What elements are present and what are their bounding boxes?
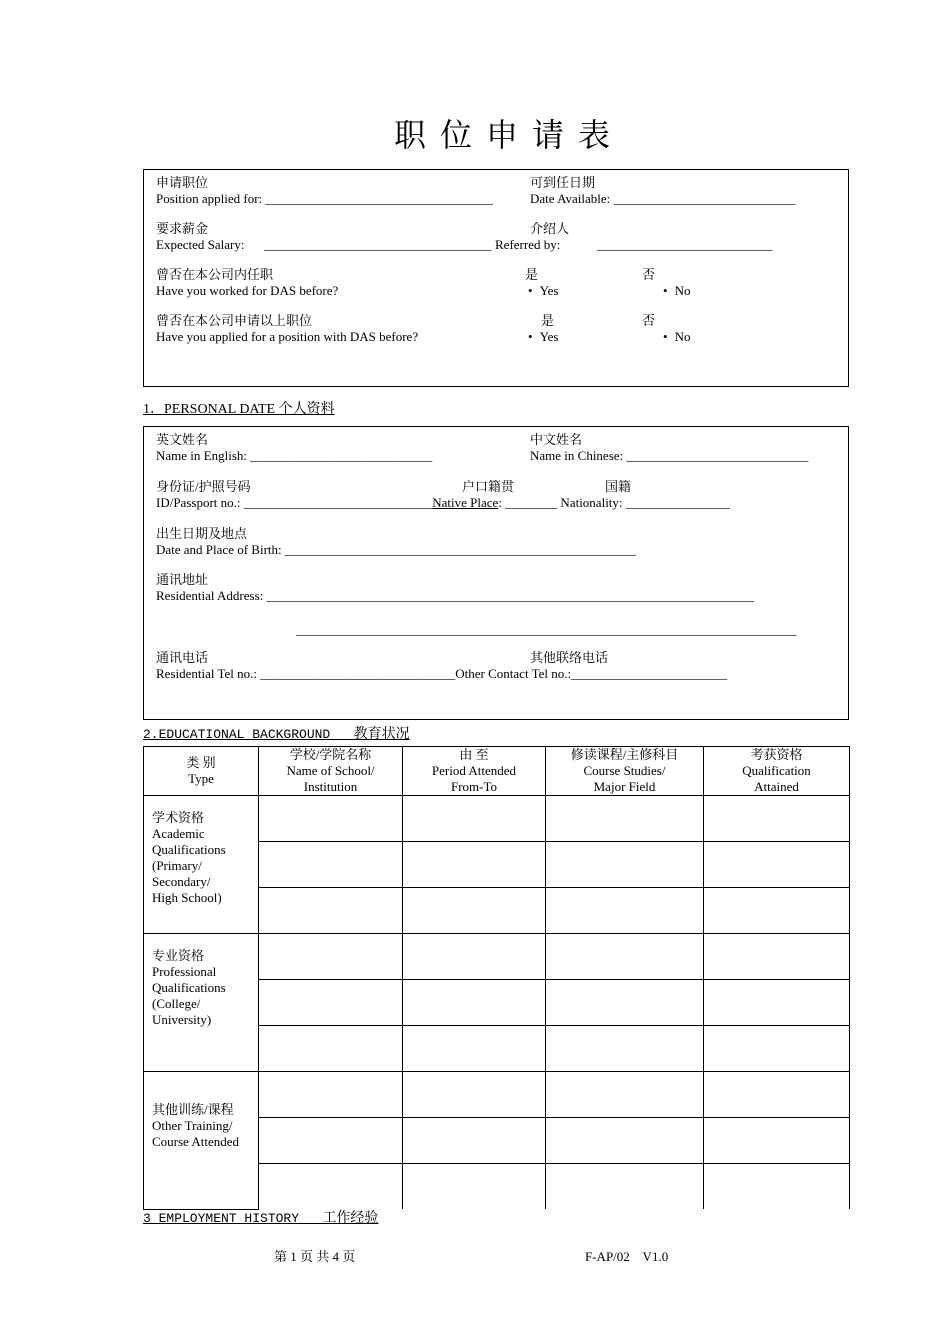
- header-school-en2: Institution: [303, 779, 358, 794]
- date-available-field[interactable]: Date Available: ____________________________: [530, 191, 796, 206]
- category-line: University): [152, 1012, 212, 1027]
- qualification-cell[interactable]: [704, 842, 850, 888]
- bullet-icon: •: [528, 283, 533, 298]
- tel-field-line: ______: [416, 666, 456, 681]
- category-line: Course Attended: [152, 1134, 240, 1149]
- name-chinese-field[interactable]: Name in Chinese: ____________________________: [530, 448, 809, 463]
- bullet-icon: •: [663, 329, 668, 344]
- period-cell[interactable]: [403, 1026, 546, 1072]
- header-type-cn: 类 别: [186, 755, 216, 770]
- name-english-field[interactable]: Name in English: ____________________________: [156, 448, 433, 463]
- qualification-cell[interactable]: [704, 980, 850, 1026]
- course-cell[interactable]: [546, 980, 704, 1026]
- school-cell[interactable]: [259, 1072, 403, 1118]
- header-period-en1: Period Attended: [431, 763, 517, 778]
- header-school-cn: 学校/学院名称: [289, 747, 372, 762]
- qualification-cell[interactable]: [704, 1072, 850, 1118]
- period-cell[interactable]: [403, 1072, 546, 1118]
- category-professional-cn: 专业资格: [152, 948, 205, 963]
- tel-field-text: Residential Tel no.: ________________________: [156, 666, 417, 681]
- referred-field[interactable]: ___________________________: [597, 237, 773, 252]
- course-cell[interactable]: [546, 934, 704, 980]
- nationality-line: _____: [697, 495, 730, 510]
- nationality-label-cn: 国籍: [605, 479, 632, 494]
- id-label-cn: 身份证/护照号码: [156, 479, 251, 494]
- period-cell[interactable]: [403, 1164, 546, 1210]
- address-line2-tail: _____: [764, 622, 797, 637]
- school-cell[interactable]: [259, 796, 403, 842]
- no-label: No: [674, 283, 691, 298]
- yes-label: Yes: [539, 283, 559, 298]
- course-cell[interactable]: [546, 842, 704, 888]
- category-line: (College/: [152, 996, 201, 1011]
- period-cell[interactable]: [403, 842, 546, 888]
- education-heading-cn: 教育状况: [353, 727, 410, 742]
- qualification-cell[interactable]: [704, 934, 850, 980]
- education-table: [143, 746, 850, 1210]
- category-line: (Primary/: [152, 858, 202, 873]
- worked-before-label: Have you worked for DAS before?: [156, 283, 339, 298]
- course-cell[interactable]: [546, 1164, 704, 1210]
- header-period: [403, 747, 546, 796]
- period-cell[interactable]: [403, 796, 546, 842]
- date-available-label-cn: 可到任日期: [530, 175, 596, 190]
- position-field[interactable]: Position applied for: ___________________________________: [156, 191, 493, 206]
- period-cell[interactable]: [403, 1118, 546, 1164]
- referred-label: Referred by:: [495, 237, 561, 252]
- period-cell[interactable]: [403, 888, 546, 934]
- form-code: F-AP/02 V1.0: [585, 1249, 669, 1264]
- name-english-label-cn: 英文姓名: [156, 432, 209, 447]
- address-line2-text: ________________________________________________________________________: [296, 622, 764, 637]
- table-row: [144, 1072, 850, 1118]
- applied-yes-label-cn: 是: [541, 313, 555, 328]
- personal-section-heading: 1．PERSONAL DATE 个人资料: [143, 402, 335, 417]
- qualification-cell[interactable]: [704, 1164, 850, 1210]
- course-cell[interactable]: [546, 1118, 704, 1164]
- period-cell[interactable]: [403, 980, 546, 1026]
- category-line: High School): [152, 890, 222, 905]
- id-field-line: __: [419, 495, 433, 510]
- birth-field-line: __________________________: [466, 542, 636, 557]
- course-cell[interactable]: [546, 888, 704, 934]
- category-line: Qualifications: [152, 980, 226, 995]
- birth-field[interactable]: [156, 542, 636, 558]
- course-cell[interactable]: [546, 1072, 704, 1118]
- employment-heading-en: 3 EMPLOYMENT HISTORY: [143, 1211, 300, 1226]
- header-period-en2: From-To: [450, 779, 498, 794]
- school-cell[interactable]: [259, 888, 403, 934]
- worked-yes-label-cn: 是: [525, 267, 539, 282]
- header-type: [144, 747, 259, 796]
- category-line: Professional: [152, 964, 217, 979]
- header-course: [546, 747, 704, 796]
- birth-label-cn: 出生日期及地点: [156, 526, 248, 541]
- applied-no-option[interactable]: [663, 329, 690, 345]
- category-other-cn: 其他训练/课程: [152, 1102, 234, 1117]
- header-qualification: [704, 747, 850, 796]
- header-course-en2: Major Field: [593, 779, 656, 794]
- worked-no-option[interactable]: [663, 283, 690, 299]
- education-heading-en: 2.EDUCATIONAL BACKGROUND: [143, 727, 331, 742]
- bullet-icon: •: [663, 283, 668, 298]
- employment-section-heading: [143, 1210, 378, 1228]
- bullet-icon: •: [528, 329, 533, 344]
- page-title: 职位申请表: [393, 117, 624, 153]
- address-field[interactable]: [156, 588, 754, 604]
- yes-label: Yes: [539, 329, 559, 344]
- address-field-text: Residential Address: ______________________________________________________________________: [156, 588, 722, 603]
- period-cell[interactable]: [403, 934, 546, 980]
- applied-yes-option[interactable]: [528, 329, 558, 345]
- header-period-cn: 由 至: [459, 747, 489, 762]
- birth-field-text: Date and Place of Birth: ____________________________: [156, 542, 467, 557]
- other-tel-field: Other Contact Tel no.:________________________: [455, 666, 728, 681]
- id-field-text: ID/Passport no.: ___________________________: [156, 495, 420, 510]
- category-academic-cn: 学术资格: [152, 810, 205, 825]
- name-chinese-label-cn: 中文姓名: [530, 432, 583, 447]
- course-cell[interactable]: [546, 1026, 704, 1072]
- school-cell[interactable]: [259, 1026, 403, 1072]
- education-section-heading: [143, 726, 410, 744]
- education-header-row: [144, 747, 850, 796]
- school-cell[interactable]: [259, 1118, 403, 1164]
- header-course-en1: Course Studies/: [583, 763, 666, 778]
- address-label-cn: 通讯地址: [156, 572, 209, 587]
- school-cell[interactable]: [259, 934, 403, 980]
- worked-yes-option[interactable]: [528, 283, 558, 299]
- position-label-cn: 申请职位: [156, 175, 209, 190]
- tel-field[interactable]: [156, 666, 727, 682]
- referred-label-cn: 介绍人: [530, 221, 570, 236]
- header-type-en: Type: [188, 771, 214, 786]
- worked-before-label-cn: 曾否在本公司内任职: [156, 267, 274, 282]
- header-qualification-cn: 考获资格: [750, 747, 803, 762]
- category-academic: [144, 796, 259, 934]
- applied-no-label-cn: 否: [642, 313, 656, 328]
- school-cell[interactable]: [259, 980, 403, 1026]
- qualification-cell[interactable]: [704, 888, 850, 934]
- native-place-label: Native Place: [432, 495, 499, 510]
- id-field[interactable]: [156, 495, 730, 511]
- salary-label-cn: 要求薪金: [156, 221, 209, 236]
- tel-label-cn: 通讯电话: [156, 650, 209, 665]
- course-cell[interactable]: [546, 796, 704, 842]
- address-field-tail: _____: [721, 588, 754, 603]
- qualification-cell[interactable]: [704, 796, 850, 842]
- category-line: Academic: [152, 826, 205, 841]
- header-course-cn: 修读课程/主修科目: [570, 747, 679, 762]
- qualification-cell[interactable]: [704, 1118, 850, 1164]
- salary-label: Expected Salary:: [156, 237, 245, 252]
- school-cell[interactable]: [259, 842, 403, 888]
- applied-before-label: Have you applied for a position with DAS before?: [156, 329, 419, 344]
- salary-field[interactable]: ___________________________________: [264, 237, 492, 252]
- other-tel-label-cn: 其他联络电话: [530, 650, 609, 665]
- page-number: 第 1 页 共 4 页: [274, 1249, 356, 1264]
- employment-heading-cn: 工作经验: [322, 1211, 379, 1226]
- native-nationality-field: : ________ Nationality: ___________: [498, 495, 698, 510]
- category-line: Secondary/: [152, 874, 211, 889]
- worked-no-label-cn: 否: [642, 267, 656, 282]
- header-school: [259, 747, 403, 796]
- applied-before-label-cn: 曾否在本公司申请以上职位: [156, 313, 313, 328]
- category-line: Other Training/: [152, 1118, 233, 1133]
- header-qualification-en1: Qualification: [742, 763, 811, 778]
- school-cell[interactable]: [259, 1164, 403, 1210]
- category-professional: [144, 934, 259, 1072]
- table-row: [144, 934, 850, 980]
- native-place-label-cn: 户口籍贯: [462, 479, 515, 494]
- no-label: No: [674, 329, 691, 344]
- category-other-training: [144, 1072, 259, 1210]
- qualification-cell[interactable]: [704, 1026, 850, 1072]
- header-qualification-en2: Attained: [754, 779, 799, 794]
- table-row: [144, 796, 850, 842]
- category-line: Qualifications: [152, 842, 226, 857]
- header-school-en1: Name of School/: [286, 763, 375, 778]
- address-field-line2[interactable]: [296, 622, 797, 638]
